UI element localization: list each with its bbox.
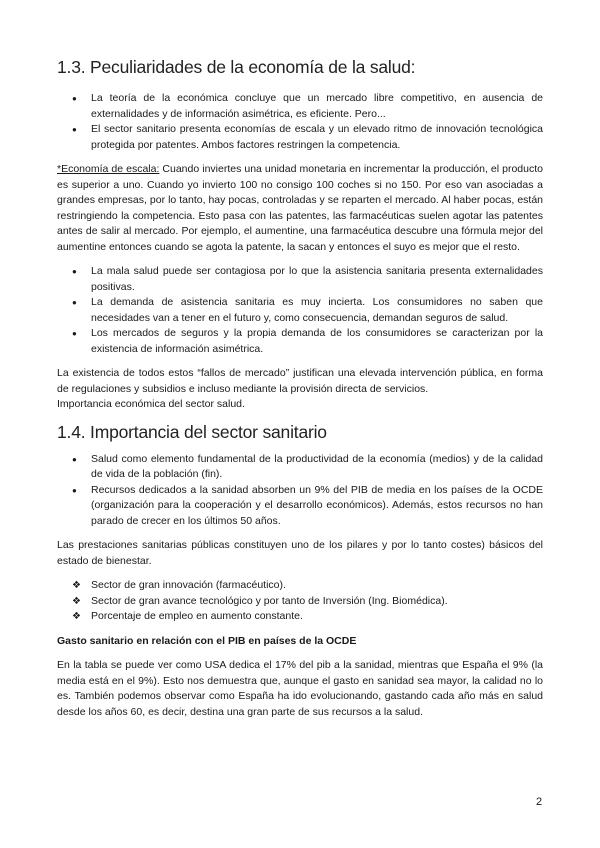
market-failures-paragraph: La existencia de todos estos “fallos de mercado” justifican una elevada intervención pública, en forma de regulaciones y subsidios e incluso mediante la provisión directa de servicios. bbox=[57, 367, 543, 395]
list-item: ❖ Sector de gran avance tecnológico y por tanto de Inversión (Ing. Biomédica). bbox=[57, 594, 543, 610]
page-number: 2 bbox=[536, 796, 543, 808]
importance-list bbox=[57, 452, 543, 530]
list-item: ❖ Porcentaje de empleo en aumento constante. bbox=[57, 609, 543, 625]
economy-of-scale-label: *Economía de escala: bbox=[57, 163, 160, 175]
economy-of-scale-paragraph bbox=[57, 162, 543, 255]
list-item: ● Recursos dedicados a la sanidad absorben un 9% del PIB de media en los países de la OCDE (organización para la cooperación y el desarrollo económicos). Además, estos recursos no han parado de crecer en los últimos 50 años. bbox=[57, 483, 543, 530]
list-item: ● Salud como elemento fundamental de la productividad de la economía (medios) y de la calidad de vida de la población (fin). bbox=[57, 452, 543, 483]
section-1-4-heading: 1.4. Importancia del sector sanitario bbox=[57, 421, 327, 442]
economic-importance-line: Importancia económica del sector salud. bbox=[57, 398, 245, 410]
list-item: ● Los mercados de seguros y la propia demanda de los consumidores se caracterizan por la existencia de información asimétrica. bbox=[57, 326, 543, 357]
document-page bbox=[57, 54, 543, 720]
public-benefits-paragraph: Las prestaciones sanitarias públicas constituyen uno de los pilares y por lo tanto costes) básicos del estado de bienestar. bbox=[57, 539, 543, 567]
health-spending-heading: Gasto sanitario en relación con el PIB en países de la OCDE bbox=[57, 634, 357, 647]
list-item: ● La demanda de asistencia sanitaria es muy incierta. Los consumidores no saben que necesidades van a tener en el futuro y, como consecuencia, demandan seguros de salud. bbox=[57, 295, 543, 326]
health-spending-paragraph: En la tabla se puede ver como USA dedica el 17% del pib a la sanidad, mientras que España el 9% (la media está en el 9%). Esto nos demuestra que, aunque el gasto en sanidad sea mayor, la calidad no lo es. También podemos observar como España ha ido evolucionando, gastando cada año más en salud desde los años 60, es decir, destina una gran parte de sus recursos a la salud. bbox=[57, 659, 543, 718]
peculiarities-list bbox=[57, 91, 543, 153]
list-item: ❖ Sector de gran innovación (farmacéutico). bbox=[57, 578, 543, 594]
sector-features-list bbox=[57, 578, 543, 625]
list-item: ● La mala salud puede ser contagiosa por lo que la asistencia sanitaria presenta externalidades positivas. bbox=[57, 264, 543, 295]
list-item: ● La teoría de la económica concluye que un mercado libre competitivo, en ausencia de externalidades y de información asimétrica, es eficiente. Pero... bbox=[57, 91, 543, 122]
list-item: ● El sector sanitario presenta economías de escala y un elevado ritmo de innovación tecnológica protegida por patentes. Ambos factores restringen la competencia. bbox=[57, 122, 543, 153]
market-failures-list bbox=[57, 264, 543, 357]
economy-of-scale-text: Cuando inviertes una unidad monetaria en incrementar la producción, el producto es superior a uno. Cuando yo invierto 100 no consigo 100 coches si no 150. Por eso van asociadas a grandes empresas, por lo tanto, hay pocas, controladas y se reparten el mercado. Al haber pocas, están restringiendo la competencia. Esto pasa con las patentes, las farmacéuticas suelen agotar las patentes antes de salir al mercado. Por ejemplo, el aumentine, una farmacéutica descubre una fórmula mejor del aumentine entonces cuando se agota la patente, la sacan y entonces el suyo es mejor que el resto. bbox=[57, 163, 543, 253]
section-1-3-heading: 1.3. Peculiaridades de la economía de la salud: bbox=[57, 57, 416, 77]
